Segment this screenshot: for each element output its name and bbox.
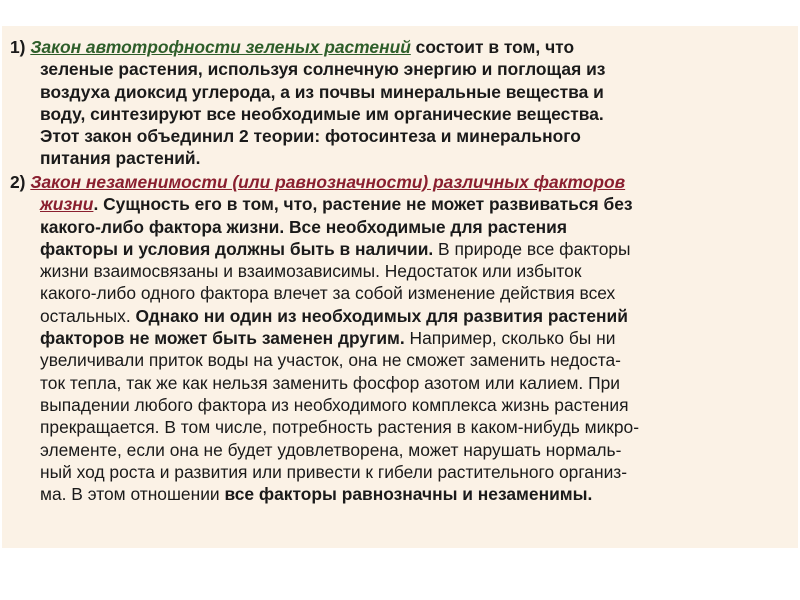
- text-segment: Например, сколько бы ни: [404, 328, 616, 349]
- paragraph-2-line-11: выпадении любого фактора из необходимого комплекса жизнь растения: [40, 394, 629, 415]
- paragraph-1-line-6: питания растений.: [40, 148, 201, 169]
- paragraph-2-line-3: какого-либо фактора жизни. Все необходимые для растения: [40, 216, 567, 237]
- paragraph-2-line-4: [10, 238, 796, 260]
- text-segment: факторы и условия должны быть в наличии.: [40, 238, 434, 259]
- text-segment: ма. В этом отношении: [40, 484, 220, 505]
- paragraph-law-irreplaceability: [10, 171, 796, 505]
- text-segment: Однако ни один из необходимых для развития растений: [130, 305, 628, 326]
- law-irreplaceability-title-end: жизни: [40, 194, 94, 215]
- text-segment: все факторы равнозначны и незаменимы.: [219, 484, 593, 505]
- paragraph-2-line-6: какого-либо одного фактора влечет за собой изменение действия всех: [40, 283, 616, 304]
- paragraph-2-line-10: ток тепла, так же как нельзя заменить фосфор азотом или калием. При: [40, 372, 620, 393]
- paragraph-2-line-9: увеличивали приток воды на участок, она не сможет заменить недоста-: [40, 350, 621, 371]
- paragraph-2-line-1: [10, 171, 796, 193]
- law-irreplaceability-title: Закон незаменимости (или равнозначности) различных факторов: [30, 172, 626, 192]
- paragraph-2-line-2: [10, 193, 796, 215]
- text-segment: В природе все факторы: [433, 238, 631, 259]
- paragraph-law-autotrophy: [10, 36, 796, 170]
- paragraph-2-line-7: [10, 305, 796, 327]
- text-segment: состоит в том, что: [410, 37, 575, 57]
- paragraph-1-line-3: воздуха диоксид углерода, а из почвы минеральные вещества и: [40, 81, 604, 102]
- text-segment: остальных.: [40, 305, 131, 326]
- paragraph-1-line-2: зеленые растения, используя солнечную энергию и поглощая из: [40, 59, 606, 80]
- text-segment: . Сущность его в том, что, растение не может развиваться без: [93, 194, 633, 215]
- item-number-1: 1): [10, 37, 26, 57]
- paragraph-2-line-13: элементе, если она не будет удовлетворена, может нарушать нормаль-: [40, 439, 622, 460]
- paragraph-2-line-5: жизни взаимосвязаны и взаимозависимы. Недостаток или избыток: [40, 261, 582, 282]
- paragraph-2-line-14: ный ход роста и развития или привести к гибели растительного организ-: [40, 461, 628, 482]
- text-segment: факторов не может быть заменен другим.: [40, 328, 405, 349]
- paragraph-2-line-8: [10, 327, 796, 349]
- slide-background: [2, 26, 798, 548]
- paragraph-1-line-4: воду, синтезируют все необходимые им органические вещества.: [40, 103, 604, 124]
- law-autotrophy-title: Закон автотрофности зеленых растений: [30, 37, 411, 57]
- paragraph-2-line-12: прекращается. В том числе, потребность растения в каком-нибудь микро-: [40, 417, 640, 438]
- item-number-2: 2): [10, 172, 26, 192]
- paragraph-2-line-15: [10, 483, 796, 505]
- paragraph-1-line-5: Этот закон объединил 2 теории: фотосинтеза и минерального: [40, 126, 581, 147]
- paragraph-1-line-1: [10, 36, 796, 58]
